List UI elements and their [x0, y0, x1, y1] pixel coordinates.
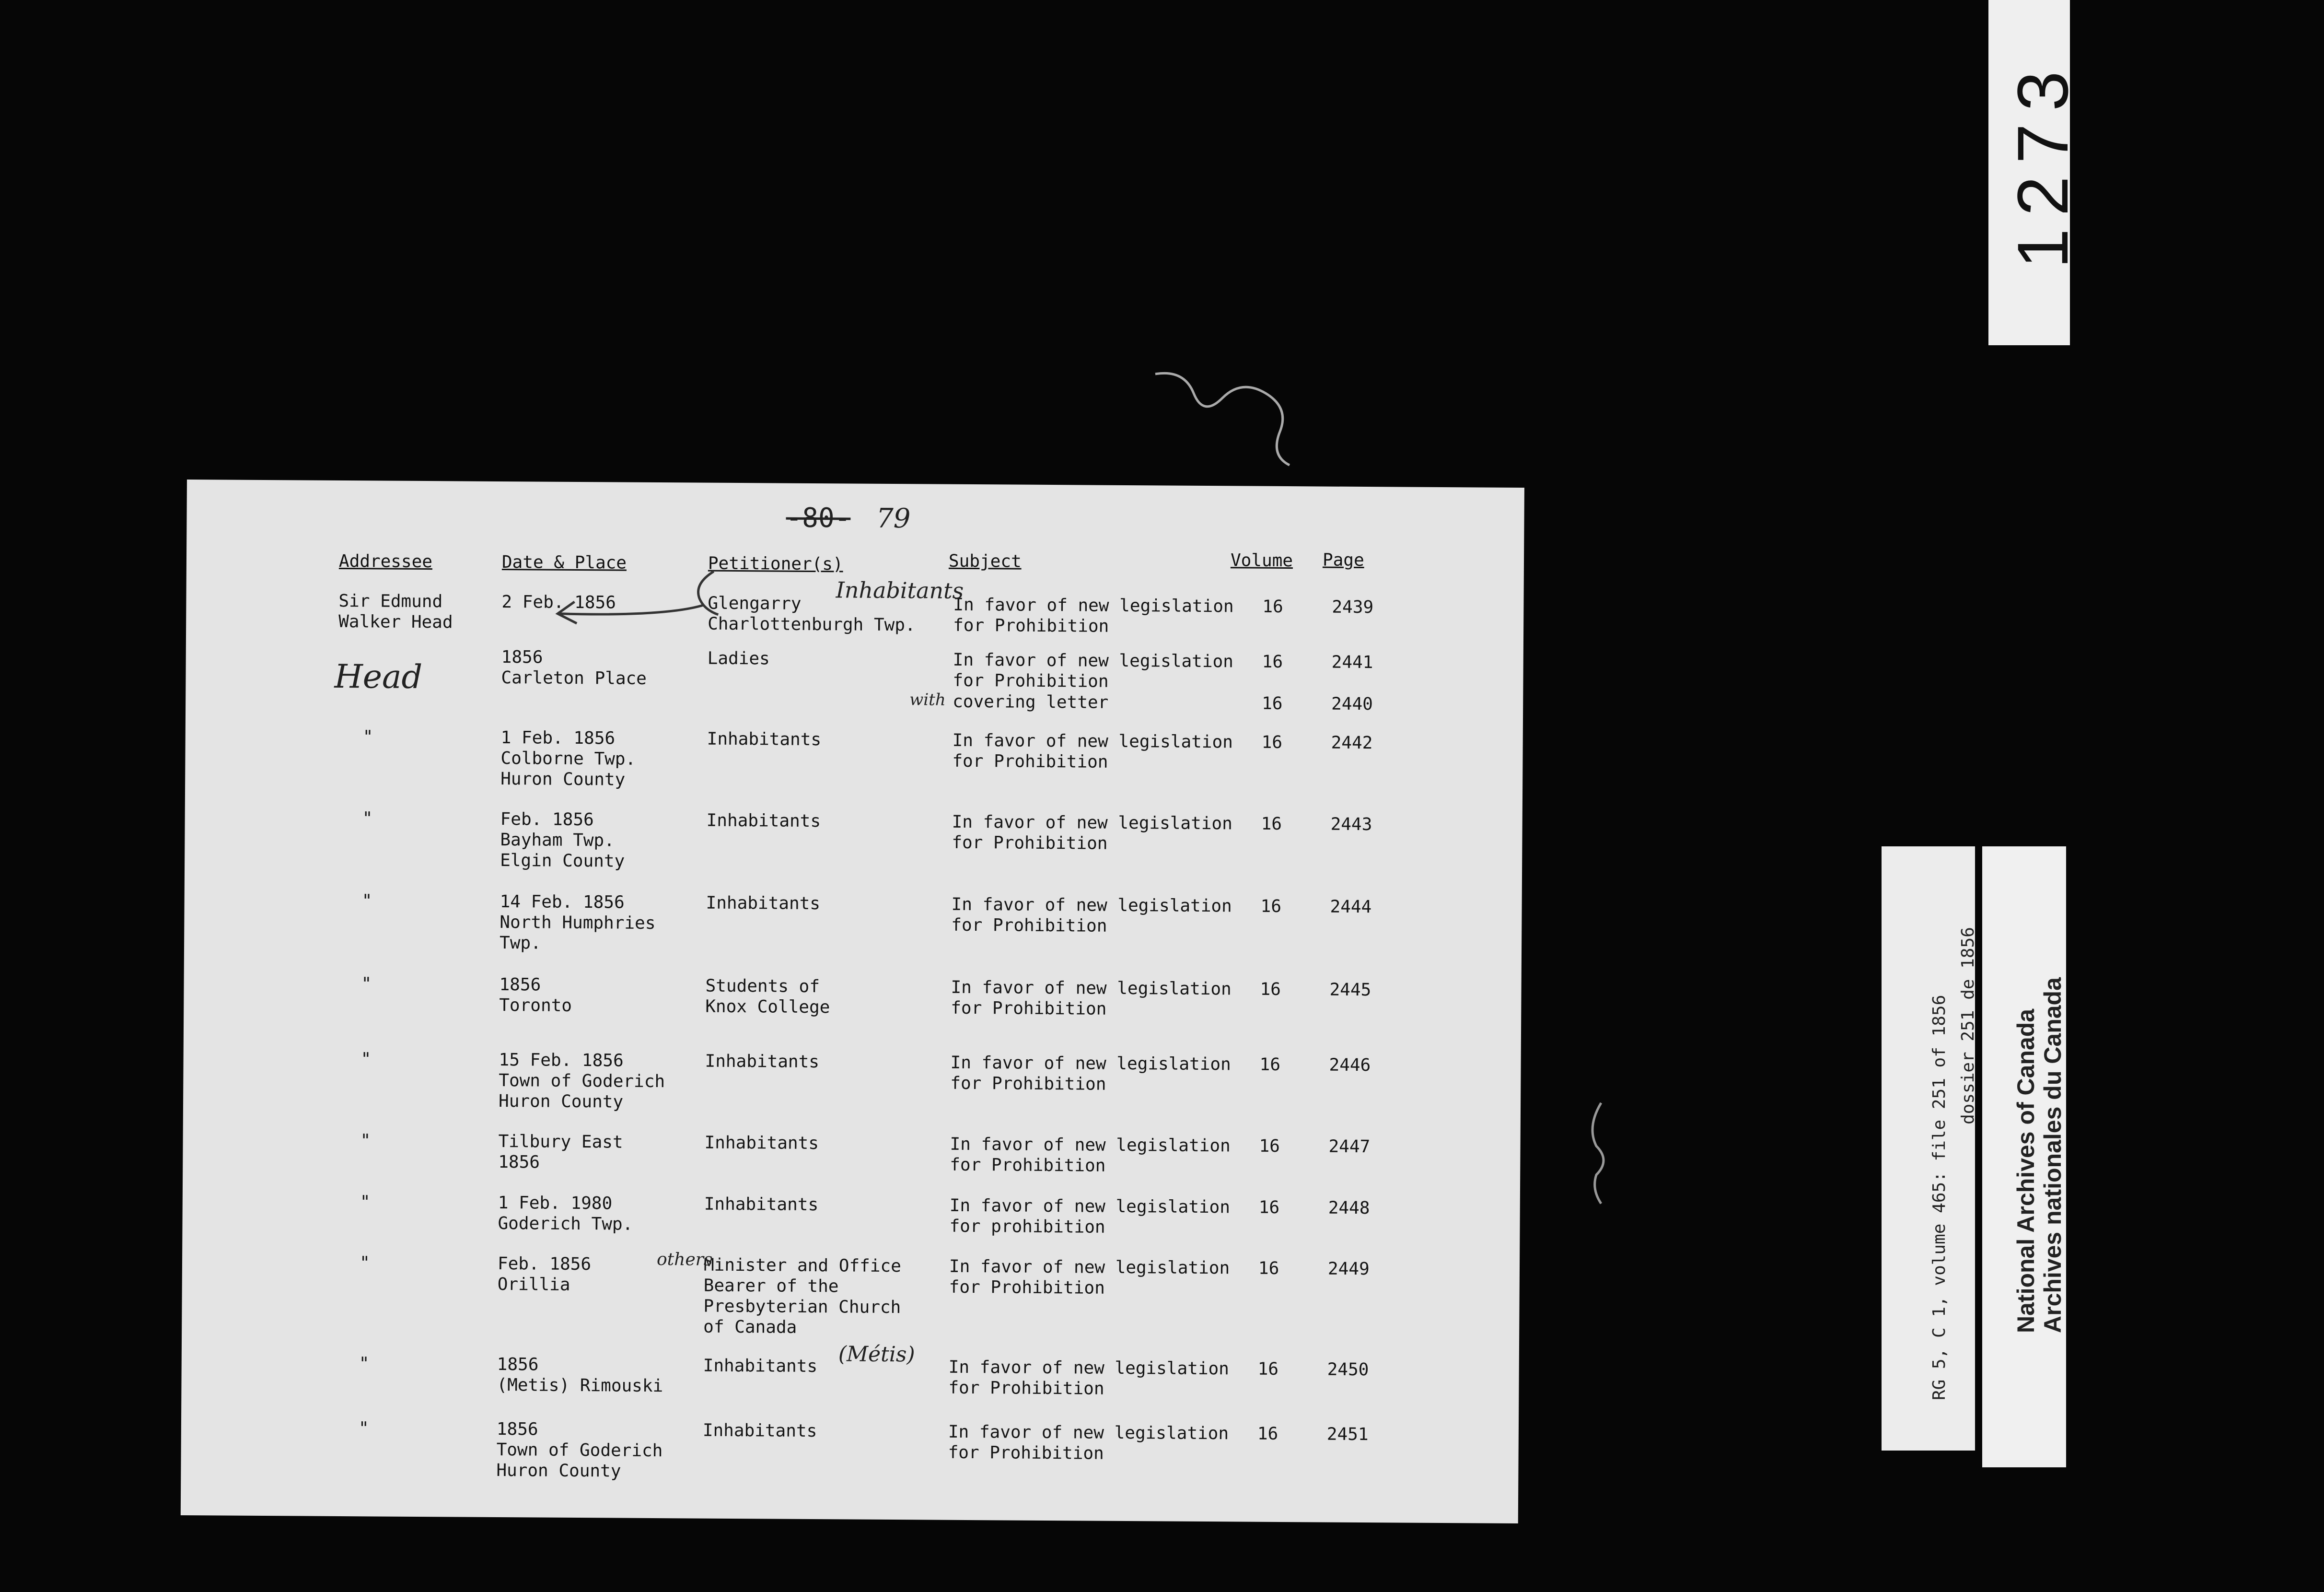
cell-volume: 16	[1262, 693, 1283, 714]
cell-page: 2449	[1327, 1259, 1370, 1279]
cell-page: 2451	[1326, 1424, 1369, 1445]
cell-date-place: 1856 Town of Goderich Huron County	[496, 1419, 663, 1481]
cell-date-place: 14 Feb. 1856 North Humphries Twp.	[499, 892, 656, 953]
cell-petitioners: Inhabitants	[703, 1356, 818, 1377]
cell-volume: 16	[1259, 1136, 1280, 1156]
handwritten-inhabitants: Inhabitants	[836, 577, 964, 604]
cell-addressee: "	[362, 808, 373, 829]
cell-petitioners: Glengarry Charlottenburgh Twp.	[708, 593, 916, 635]
cell-petitioners: Inhabitants	[707, 729, 822, 750]
cell-subject: covering letter	[953, 691, 1109, 713]
cell-date-place: 1 Feb. 1980 Goderich Twp.	[498, 1193, 633, 1234]
cell-volume: 16	[1259, 1054, 1281, 1075]
cell-addressee: "	[361, 974, 372, 994]
cell-volume: 16	[1260, 979, 1281, 999]
cell-volume: 16	[1258, 1197, 1280, 1217]
cell-petitioners: Inhabitants	[706, 893, 821, 914]
cell-date-place: 2 Feb. 1856	[501, 592, 616, 613]
cell-page: 2450	[1327, 1359, 1369, 1380]
cell-volume: 16	[1262, 597, 1283, 617]
frame-number: 1273	[2002, 59, 2083, 269]
archive-name-en: National Archives of Canada	[2012, 1008, 2039, 1333]
cell-petitioners: Inhabitants	[706, 810, 821, 831]
cell-date-place: Feb. 1856 Orillia	[497, 1253, 592, 1295]
cell-subject: In favor of new legislation for Prohibition	[948, 1422, 1229, 1463]
cell-petitioners: Minister and Office Bearer of the Presbyterian Church of Canada	[703, 1255, 901, 1337]
handwritten-others: others	[656, 1250, 713, 1270]
cell-subject: In favor of new legislation for Prohibition	[951, 894, 1232, 936]
cell-page: 2447	[1328, 1136, 1371, 1157]
header-petitioners: Petitioner(s)	[708, 553, 843, 574]
cell-petitioners: Inhabitants	[702, 1420, 817, 1441]
cell-addressee: "	[360, 1049, 372, 1069]
cell-volume: 16	[1261, 732, 1283, 752]
cell-subject: In favor of new legislation for Prohibition	[948, 1357, 1230, 1399]
cell-petitioners: Inhabitants	[704, 1133, 819, 1154]
cell-subject: In favor of new legislation for Prohibition	[950, 1053, 1231, 1094]
cell-subject: In favor of new legislation for Prohibition	[952, 812, 1232, 854]
handwritten-bracket-arrow	[550, 563, 810, 642]
cell-addressee: "	[360, 1131, 371, 1151]
cell-addressee: "	[361, 891, 372, 911]
cell-addressee: "	[359, 1354, 370, 1374]
cell-subject: In favor of new legislation for Prohibition	[953, 650, 1234, 691]
header-date-place: Date & Place	[501, 552, 627, 573]
page-number-struck: -80-	[786, 502, 851, 534]
cell-addressee: "	[362, 727, 373, 747]
cell-subject: In favor of new legislation for Prohibition	[953, 595, 1234, 636]
cell-page: 2442	[1331, 733, 1373, 753]
cell-addressee: "	[359, 1253, 370, 1273]
cell-page: 2446	[1329, 1055, 1371, 1076]
stray-fiber-small	[1582, 1098, 1620, 1208]
handwritten-head: Head	[334, 657, 423, 697]
stray-fiber-squiggle	[1146, 364, 1318, 475]
cell-subject: In favor of new legislation for Prohibition	[949, 1256, 1230, 1298]
archive-name	[2012, 977, 2066, 1333]
cell-page: 2444	[1330, 897, 1372, 917]
cell-page: 2445	[1329, 980, 1371, 1000]
cell-page: 2440	[1331, 694, 1373, 714]
cell-volume: 16	[1257, 1424, 1278, 1444]
cell-subject: In favor of new legislation for Prohibition	[951, 977, 1232, 1019]
handwritten-metis: (Métis)	[838, 1342, 915, 1367]
cell-petitioners: Inhabitants	[705, 1051, 820, 1072]
page-number-handwritten: 79	[876, 503, 911, 535]
cell-date-place: 1856 Toronto	[499, 975, 572, 1016]
cell-subject: In favor of new legislation for prohibition	[949, 1195, 1231, 1237]
cell-addressee: Sir Edmund Walker Head	[338, 591, 453, 632]
cell-subject: In favor of new legislation for Prohibition	[950, 1134, 1231, 1176]
cell-subject: In favor of new legislation for Prohibition	[952, 730, 1233, 772]
cell-date-place: 15 Feb. 1856 Town of Goderich Huron County	[498, 1050, 665, 1112]
header-volume: Volume	[1230, 550, 1293, 571]
cell-date-place: Tilbury East 1856	[498, 1131, 623, 1172]
archive-dossier: dossier 251 de 1856	[1958, 927, 1978, 1124]
cell-date-place: Feb. 1856 Bayham Twp. Elgin County	[500, 809, 625, 871]
cell-volume: 16	[1257, 1359, 1279, 1379]
archive-reference: RG 5, C 1, volume 465: file 251 of 1856	[1929, 995, 1949, 1400]
cell-page: 2439	[1332, 597, 1374, 618]
cell-page: 2441	[1331, 652, 1373, 673]
cell-date-place: 1856 Carleton Place	[501, 647, 647, 689]
header-page: Page	[1322, 550, 1364, 571]
cell-petitioners: Inhabitants	[704, 1194, 819, 1215]
cell-page: 2448	[1328, 1198, 1370, 1218]
cell-addressee: "	[358, 1418, 369, 1439]
page-number	[786, 503, 910, 535]
cell-petitioners: Ladies	[707, 648, 770, 669]
header-subject: Subject	[948, 551, 1022, 572]
cell-petitioners: Students of Knox College	[705, 976, 830, 1018]
cell-volume: 16	[1260, 896, 1282, 916]
cell-page: 2443	[1330, 814, 1372, 835]
cell-date-place: 1856 (Metis) Rimouski	[497, 1354, 663, 1396]
cell-date-place: 1 Feb. 1856 Colborne Twp. Huron County	[500, 728, 636, 790]
document-page	[181, 480, 1524, 1523]
cell-volume: 16	[1261, 814, 1282, 834]
handwritten-with: with	[909, 690, 946, 710]
header-addressee: Addressee	[338, 551, 433, 572]
cell-volume: 16	[1258, 1258, 1279, 1278]
archive-name-fr: Archives nationales du Canada	[2039, 977, 2066, 1333]
cell-volume: 16	[1262, 652, 1283, 672]
cell-addressee: "	[360, 1192, 371, 1212]
